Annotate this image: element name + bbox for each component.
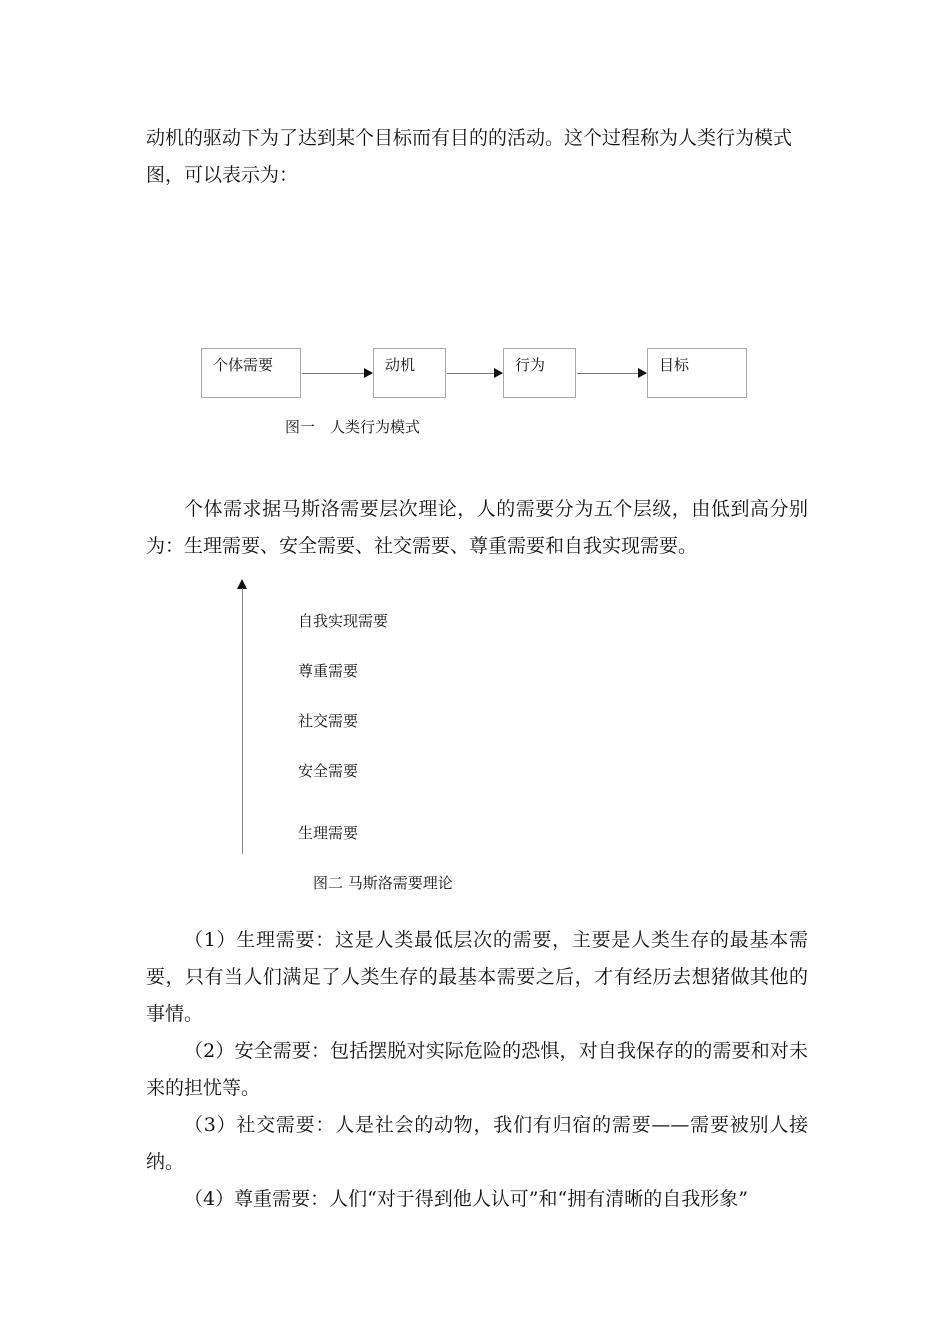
maslow-intro-paragraph: 个体需求据马斯洛需要层次理论，人的需要分为五个层级，由低到高分别为：生理需要、安全需要、社交需要、尊重需要和自我实现需要。: [146, 498, 808, 557]
intro-paragraph: [146, 120, 808, 194]
arrow-icon: [447, 373, 502, 374]
arrow-icon: [302, 373, 372, 374]
axis-line: [242, 588, 243, 854]
intro-line-1: 动机的驱动下为了达到某个目标而有目的的活动。这个过程称为人类行为模式: [146, 127, 793, 149]
figure1-caption: 图一 人类行为模式: [285, 418, 421, 436]
list-item: （2）安全需要：包括摆脱对实际危险的恐惧，对自我保存的的需要和对未来的担忧等。: [146, 1040, 808, 1099]
level-social: 社交需要: [298, 712, 359, 730]
box-behavior: 行为: [503, 348, 576, 398]
box-motive: 动机: [373, 348, 446, 398]
box-goal: 目标: [647, 348, 747, 398]
box-individual-need: 个体需要: [201, 348, 301, 398]
list-item: （1）生理需要：这是人类最低层次的需要，主要是人类生存的最基本需要，只有当人们满足了人类生存的最基本需要之后，才有经历去想猪做其他的事情。: [146, 929, 808, 1025]
intro-line-2: 图，可以表示为：: [146, 164, 299, 186]
arrow-icon: [577, 373, 646, 374]
level-physiological: 生理需要: [298, 824, 359, 842]
level-safety: 安全需要: [298, 762, 359, 780]
list-item: （3）社交需要：人是社会的动物，我们有归宿的需要——需要被别人接纳。: [146, 1114, 808, 1173]
level-esteem: 尊重需要: [298, 662, 359, 680]
level-self-actualization: 自我实现需要: [298, 612, 389, 630]
figure2-caption: 图二 马斯洛需要理论: [313, 874, 453, 892]
list-item: （4）尊重需要：人们“对于得到他人认可”和“拥有清晰的自我形象”: [184, 1188, 748, 1210]
